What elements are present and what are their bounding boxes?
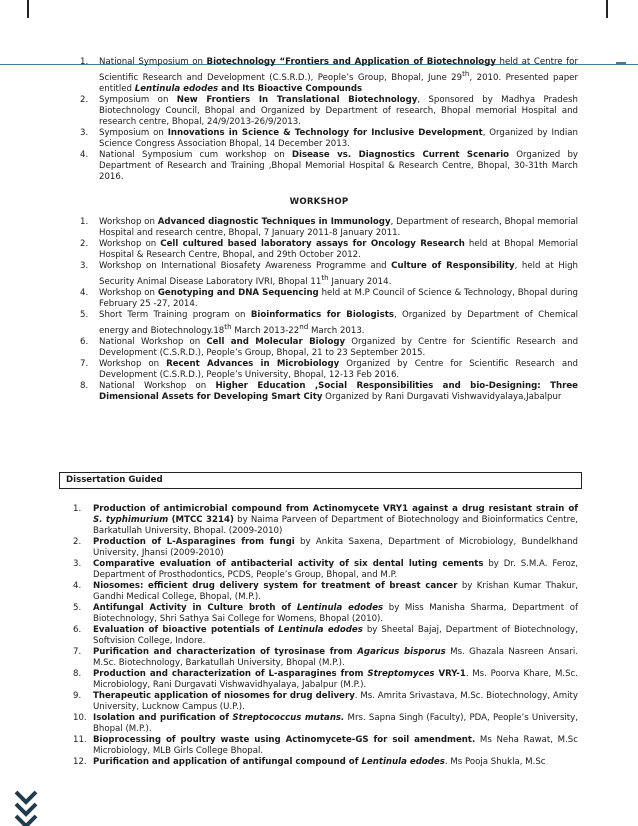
dissertation-item-number: 12. xyxy=(73,757,87,767)
workshop-item-number: 5. xyxy=(80,309,89,320)
workshop-item-text: Workshop on Genotyping and DNA Sequencing held at M.P Council of Science & Technology, Bhopal during February 25 -27, 2014. xyxy=(99,287,579,309)
dissertation-item xyxy=(0,713,638,735)
dissertation-item xyxy=(0,691,638,713)
dissertation-item-number: 11. xyxy=(73,735,87,745)
dissertation-item-text: Production of antimicrobial compound from Actinomycete VRY1 against a drug resistant strain of S. typhimurium (MTCC 3214) by Naima Parveen of Department of Biotechnology and Bioinformatics Centre, Barkatullah University, Bhopal. (2009-2010) xyxy=(93,504,578,536)
dissertation-item-number: 7. xyxy=(73,647,82,657)
dissertation-item-text: Antifungal Activity in Culture broth of Lentinula edodes by Miss Manisha Sharma, Department of Biotechnology, Shri Sathya Sai College for Womens, Bhopal (2010). xyxy=(93,603,578,624)
dissertation-item-number: 9. xyxy=(73,691,82,701)
workshop-item-number: 2. xyxy=(80,239,89,249)
workshop-item xyxy=(0,239,638,261)
workshop-item xyxy=(0,381,638,403)
dissertation-item-text: Isolation and purification of Streptococcus mutans. Mrs. Sapna Singh (Faculty), PDA, People’s University, Bhopal (M.P.). xyxy=(93,713,578,734)
dissertation-item-number: 3. xyxy=(73,559,82,569)
dissertation-list xyxy=(0,504,638,768)
workshop-item-number: 8. xyxy=(80,380,89,391)
dissertation-item xyxy=(0,625,638,647)
dissertation-item-text: Niosomes: efficient drug delivery system for treatment of breast cancer by Krishan Kumar Thakur, Gandhi Medical College, Bhopal, (M.P.). xyxy=(93,581,578,602)
symposium-item-text: National Symposium cum workshop on Disease vs. Diagnostics Current Scenario Organized by Department of Research and Training ,Bhopal Memorial Hospital & Research Centre, Bhopal, 30-31th March 2016. xyxy=(99,149,578,182)
dissertation-heading: Dissertation Guided xyxy=(66,475,163,485)
dissertation-section xyxy=(0,504,638,768)
dissertation-item-text: Purification and characterization of tyrosinase from Agaricus bisporus Ms. Ghazala Nasreen Ansari. M.Sc. Biotechnology, Barkatullah University, Bhopal (M.P.). xyxy=(93,647,578,668)
workshop-section xyxy=(0,217,638,403)
dissertation-item-text: Comparative evaluation of antibacterial activity of six dental luting cements by Dr. S.M.A. Feroz, Department of Prosthodontics, PCDS, People’s Group, Bhopal, and M.P. xyxy=(93,559,578,580)
workshop-item-number: 3. xyxy=(80,261,89,271)
dissertation-item-number: 8. xyxy=(73,669,82,679)
dissertation-item-text: Bioprocessing of poultry waste using Actinomycete-GS for soil amendment. Ms Neha Rawat, M.Sc Microbiology, MLB Girls College Bhopal. xyxy=(93,735,578,756)
dissertation-item xyxy=(0,669,638,691)
symposium-item-number: 4. xyxy=(80,149,89,160)
workshop-item-number: 4. xyxy=(80,287,89,298)
symposium-item-number: 2. xyxy=(80,94,89,105)
workshop-item-number: 7. xyxy=(80,358,89,369)
workshop-item-number: 6. xyxy=(80,336,89,347)
symposium-item xyxy=(0,95,638,128)
workshop-item xyxy=(0,337,638,359)
workshop-item-text: Workshop on Advanced diagnostic Techniques in Immunology, Department of research, Bhopal memorial Hospital and research centre, Bhopal, 7 January 2011-8 January 2011. xyxy=(99,217,578,238)
symposium-item xyxy=(0,57,638,95)
symposium-item-number: 1. xyxy=(80,57,89,67)
workshop-item-text: Workshop on International Biosafety Awareness Programme and Culture of Responsibility, held at High Security Animal Disease Laboratory IVRI, Bhopal 11th January 2014. xyxy=(99,261,579,287)
dissertation-item xyxy=(0,603,638,625)
dissertation-item-text: Purification and application of antifungal compound of Lentinula edodes. Ms Pooja Shukla, M.Sc xyxy=(93,757,546,767)
workshop-heading: WORKSHOP xyxy=(289,197,349,207)
symposium-item xyxy=(0,128,638,150)
workshop-item xyxy=(0,261,638,288)
workshop-item xyxy=(0,217,638,239)
dissertation-item xyxy=(0,735,638,757)
dissertation-item-number: 5. xyxy=(73,603,82,613)
dissertation-item-number: 1. xyxy=(73,504,82,514)
dissertation-item xyxy=(0,537,638,559)
symposium-item xyxy=(0,150,638,183)
dissertation-item-text: Evaluation of bioactive potentials of Lentinula edodes by Sheetal Bajaj, Department of Biotechnology, Softvision College, Indore. xyxy=(93,625,578,646)
workshop-list xyxy=(0,217,638,403)
symposium-list xyxy=(0,57,638,183)
workshop-item-text: Workshop on Cell cultured based laboratory assays for Oncology Research held at Bhopal Memorial Hospital & Research Centre, Bhopal, and 29th October 2012. xyxy=(99,239,578,260)
dissertation-item-number: 4. xyxy=(73,581,82,591)
dissertation-item xyxy=(0,581,638,603)
symposium-item-text: Symposium on Innovations in Science & Technology for Inclusive Development, Organized by Indian Science Congress Association Bhopal, 14 December 2013. xyxy=(99,127,578,149)
dissertation-item xyxy=(0,504,638,537)
symposium-item-number: 3. xyxy=(80,127,89,138)
workshop-item-text: Short Term Training program on Bioinformatics for Biologists, Organized by Department of Chemical energy and Biotechnology.18th March 2013-22nd March 2013. xyxy=(99,309,578,336)
dissertation-item-text: Production of L-Asparagines from fungi by Ankita Saxena, Department of Microbiology, Bundelkhand University, Jhansi (2009-2010) xyxy=(93,537,578,558)
workshop-item-text: National Workshop on Higher Education ,Social Responsibilities and bio-Designing: Three Dimensional Assets for Developing Smart City Organized by Rani Durgavati Vishwavidyalaya,Jabalpur xyxy=(99,380,578,402)
dissertation-item xyxy=(0,647,638,669)
workshop-item xyxy=(0,310,638,337)
workshop-item-text: National Workshop on Cell and Molecular Biology Organized by Centre for Scientific Research and Development (C.S.R.D.), People’s Group, Bhopal, 21 to 23 September 2015. xyxy=(99,336,579,358)
dissertation-item-text: Therapeutic application of niosomes for drug delivery. Ms. Amrita Srivastava, M.Sc. Biotechnology, Amity University, Lucknow Campus (U.P.). xyxy=(93,691,578,712)
page-border-right xyxy=(606,0,608,18)
dissertation-item-text: Production and characterization of L-asparagines from Streptomyces VRY-1. Ms. Poorva Khare, M.Sc. Microbiology, Rani Durgavati Vishwavidhyalaya, Jabalpur (M.P.). xyxy=(93,669,579,690)
dissertation-item xyxy=(0,559,638,581)
page-border-left xyxy=(27,0,29,18)
workshop-item-text: Workshop on Recent Advances in Microbiology Organized by Centre for Scientific Research and Development (C.S.R.D.), People’s University, Bhopal, 12-13 Feb 2016. xyxy=(99,358,578,380)
dissertation-heading-box xyxy=(59,472,582,489)
dissertation-item-number: 10. xyxy=(73,713,87,723)
symposium-item-text: National Symposium on Biotechnology “Frontiers and Application of Biotechnology held at Centre for Scientific Research and Development (C.S.R.D.), People’s Group, Bhopal, June 29th, 2010. Presented paper entitled Lentinula edodes and Its Bioactive Compounds xyxy=(99,57,578,94)
dissertation-item xyxy=(0,757,638,768)
symposium-section xyxy=(0,57,638,183)
workshop-item-number: 1. xyxy=(80,217,89,227)
dissertation-item-number: 2. xyxy=(73,537,82,547)
double-chevron-down-icon xyxy=(10,778,42,826)
workshop-item xyxy=(0,288,638,310)
workshop-item xyxy=(0,359,638,381)
dissertation-item-number: 6. xyxy=(73,625,82,635)
symposium-item-text: Symposium on New Frontiers In Translational Biotechnology, Sponsored by Madhya Pradesh Biotechnology Council, Bhopal and Organized by Department of research, Bhopal memorial Hospital and research centre, Bhopal, 24/9/2013-26/9/2013. xyxy=(99,94,578,127)
